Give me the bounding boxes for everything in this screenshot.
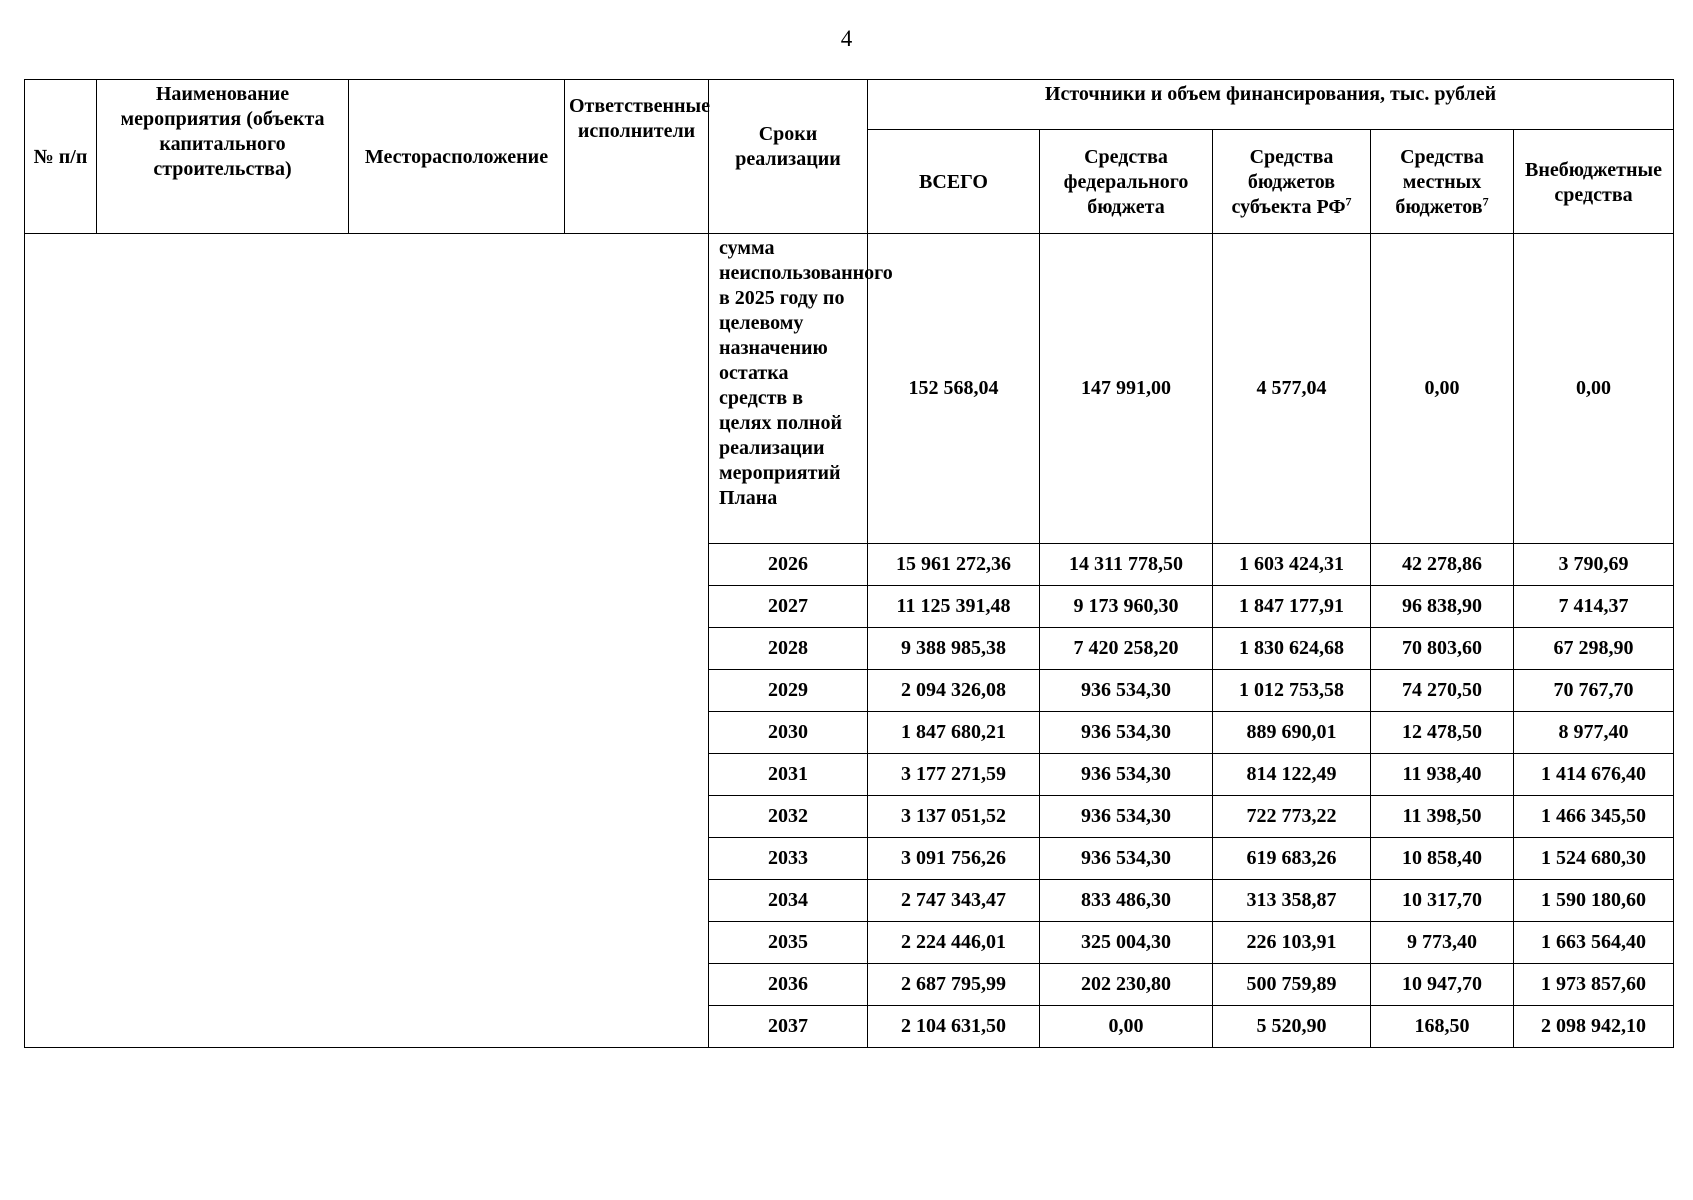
cell-extra: 8 977,40: [1514, 712, 1674, 754]
header-local-text: Средства местных бюджетов: [1395, 146, 1484, 218]
cell-local: 9 773,40: [1371, 922, 1514, 964]
cell-year: 2036: [709, 964, 868, 1006]
cell-total: 152 568,04: [868, 234, 1040, 544]
cell-year: 2032: [709, 796, 868, 838]
cell-subject: 1 847 177,91: [1213, 586, 1371, 628]
cell-local: 0,00: [1371, 234, 1514, 544]
header-name: Наименование мероприятия (объекта капитального строительства): [97, 80, 349, 234]
cell-subject: 4 577,04: [1213, 234, 1371, 544]
cell-extra: 1 590 180,60: [1514, 880, 1674, 922]
merged-empty-block: [25, 234, 709, 1048]
header-sources: Источники и объем финансирования, тыс. рублей: [868, 80, 1674, 130]
cell-subject: 722 773,22: [1213, 796, 1371, 838]
cell-year: 2028: [709, 628, 868, 670]
header-local: [1371, 130, 1514, 234]
cell-year: 2037: [709, 1006, 868, 1048]
cell-federal: 325 004,30: [1040, 922, 1213, 964]
cell-extra: 3 790,69: [1514, 544, 1674, 586]
term-unused-balance: сумма неиспользованного в 2025 году по целевому назначению остатка средств в целях полной реализации мероприятий Плана: [709, 234, 868, 544]
cell-federal: 7 420 258,20: [1040, 628, 1213, 670]
cell-subject: 313 358,87: [1213, 880, 1371, 922]
cell-subject: 500 759,89: [1213, 964, 1371, 1006]
cell-total: 1 847 680,21: [868, 712, 1040, 754]
cell-federal: 936 534,30: [1040, 838, 1213, 880]
cell-federal: 936 534,30: [1040, 670, 1213, 712]
cell-local: 10 317,70: [1371, 880, 1514, 922]
cell-subject: 1 830 624,68: [1213, 628, 1371, 670]
cell-total: 2 104 631,50: [868, 1006, 1040, 1048]
cell-local: 11 398,50: [1371, 796, 1514, 838]
cell-total: 3 177 271,59: [868, 754, 1040, 796]
cell-total: 2 687 795,99: [868, 964, 1040, 1006]
cell-extra: 70 767,70: [1514, 670, 1674, 712]
header-num: № п/п: [25, 80, 97, 234]
cell-total: 3 137 051,52: [868, 796, 1040, 838]
cell-subject: 889 690,01: [1213, 712, 1371, 754]
cell-subject: 619 683,26: [1213, 838, 1371, 880]
cell-federal: 202 230,80: [1040, 964, 1213, 1006]
cell-extra: 1 466 345,50: [1514, 796, 1674, 838]
page-number: 4: [840, 26, 853, 51]
financing-table: [24, 79, 1674, 1048]
cell-subject: 1 012 753,58: [1213, 670, 1371, 712]
header-location: Месторасположение: [349, 80, 565, 234]
table-row-unused-balance: [25, 234, 1674, 544]
cell-extra: 1 414 676,40: [1514, 754, 1674, 796]
cell-subject: 5 520,90: [1213, 1006, 1371, 1048]
header-subject-footnote: 7: [1345, 194, 1352, 209]
cell-year: 2027: [709, 586, 868, 628]
cell-federal: 0,00: [1040, 1006, 1213, 1048]
cell-extra: 1 663 564,40: [1514, 922, 1674, 964]
cell-local: 42 278,86: [1371, 544, 1514, 586]
cell-local: 12 478,50: [1371, 712, 1514, 754]
cell-total: 2 747 343,47: [868, 880, 1040, 922]
cell-local: 74 270,50: [1371, 670, 1514, 712]
header-subject: [1213, 130, 1371, 234]
cell-year: 2030: [709, 712, 868, 754]
cell-federal: 936 534,30: [1040, 796, 1213, 838]
cell-extra: 7 414,37: [1514, 586, 1674, 628]
cell-local: 168,50: [1371, 1006, 1514, 1048]
cell-local: 96 838,90: [1371, 586, 1514, 628]
cell-local: 10 858,40: [1371, 838, 1514, 880]
cell-year: 2034: [709, 880, 868, 922]
cell-total: 15 961 272,36: [868, 544, 1040, 586]
cell-subject: 1 603 424,31: [1213, 544, 1371, 586]
cell-year: 2026: [709, 544, 868, 586]
cell-extra: 2 098 942,10: [1514, 1006, 1674, 1048]
header-local-footnote: 7: [1482, 194, 1489, 209]
cell-total: 2 094 326,08: [868, 670, 1040, 712]
header-extra: Внебюджетные средства: [1514, 130, 1674, 234]
cell-subject: 814 122,49: [1213, 754, 1371, 796]
cell-extra: 1 524 680,30: [1514, 838, 1674, 880]
cell-extra: 67 298,90: [1514, 628, 1674, 670]
cell-extra: 0,00: [1514, 234, 1674, 544]
cell-federal: 833 486,30: [1040, 880, 1213, 922]
header-terms: Сроки реализации: [709, 80, 868, 234]
cell-subject: 226 103,91: [1213, 922, 1371, 964]
cell-year: 2035: [709, 922, 868, 964]
cell-year: 2031: [709, 754, 868, 796]
cell-year: 2033: [709, 838, 868, 880]
header-federal: Средства федерального бюджета: [1040, 130, 1213, 234]
cell-local: 70 803,60: [1371, 628, 1514, 670]
cell-total: 9 388 985,38: [868, 628, 1040, 670]
cell-local: 10 947,70: [1371, 964, 1514, 1006]
cell-federal: 9 173 960,30: [1040, 586, 1213, 628]
header-responsible: Ответственные исполнители: [565, 80, 709, 234]
cell-extra: 1 973 857,60: [1514, 964, 1674, 1006]
header-total: ВСЕГО: [868, 130, 1040, 234]
cell-federal: 936 534,30: [1040, 712, 1213, 754]
cell-federal: 147 991,00: [1040, 234, 1213, 544]
cell-total: 3 091 756,26: [868, 838, 1040, 880]
header-subject-text: Средства бюджетов субъекта РФ: [1231, 146, 1346, 218]
cell-federal: 936 534,30: [1040, 754, 1213, 796]
cell-total: 2 224 446,01: [868, 922, 1040, 964]
cell-federal: 14 311 778,50: [1040, 544, 1213, 586]
cell-year: 2029: [709, 670, 868, 712]
cell-local: 11 938,40: [1371, 754, 1514, 796]
cell-total: 11 125 391,48: [868, 586, 1040, 628]
